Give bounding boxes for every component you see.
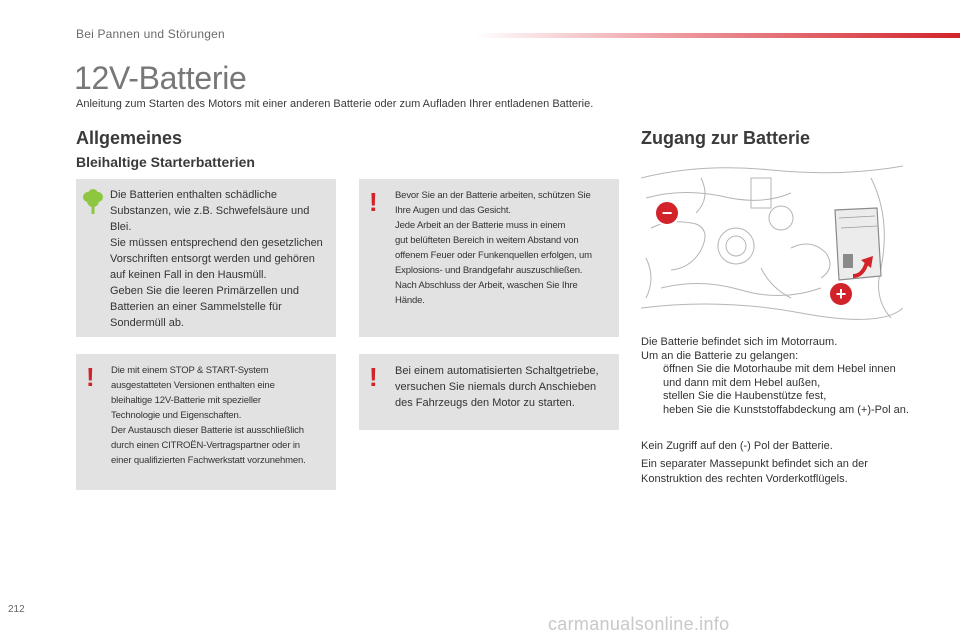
stop-start-line: bleihaltige 12V-Batterie mit spezieller [111,395,261,406]
eco-line: Blei. [110,221,132,233]
eco-line: Die Batterien enthalten schädliche [110,189,277,201]
page-number: 212 [8,604,25,615]
eco-info-box [76,179,336,337]
note-no-minus-access: Kein Zugriff auf den (-) Pol der Batterie. [641,440,833,452]
intro-line: Die Batterie befindet sich im Motorraum. [641,336,838,348]
heading-allgemeines: Allgemeines [76,128,183,148]
engine-bay-diagram [641,158,903,322]
auto-gearbox-line: Bei einem automatisierten Schaltgetriebe, [395,365,599,377]
safety-line: Explosions- und Brandgefahr auszuschließen. [395,265,583,276]
stop-start-line: einer qualifizierten Fachwerkstatt vorzunehmen. [111,455,306,466]
note-ground-line: Ein separater Massepunkt befindet sich an der [641,458,868,470]
stop-start-line: ausgestatteten Versionen enthalten eine [111,380,275,391]
minus-terminal-label: − [661,203,673,223]
heading-zugang: Zugang zur Batterie [641,128,811,148]
exclamation-icon: ! [369,187,378,217]
eco-line: Vorschriften entsorgt werden und gehören [110,253,315,265]
safety-line: Nach Abschluss der Arbeit, waschen Sie Ihre [395,280,578,291]
subheading-starterbatterien: Bleihaltige Starterbatterien [76,154,255,170]
stop-start-warning-box [76,354,336,490]
header-accent-bar [475,33,960,38]
safety-line: Hände. [395,295,425,306]
eco-line: Substanzen, wie z.B. Schwefelsäure und [110,205,310,217]
note-ground-line: Konstruktion des rechten Vorderkotflügels. [641,473,848,485]
recycle-tree-icon [82,189,104,215]
eco-line: Sondermüll ab. [110,317,184,329]
step-item: stellen Sie die Haubenstütze fest, [663,390,827,402]
stop-start-line: durch einen CITROËN-Vertragspartner oder in [111,440,300,451]
safety-line: Jede Arbeit an der Batterie muss in einem [395,220,566,231]
auto-gearbox-line: versuchen Sie niemals durch Anschieben [395,381,597,393]
stop-start-line: Der Austausch dieser Batterie ist ausschließlich [111,425,304,436]
eco-line: Geben Sie die leeren Primärzellen und [110,285,299,297]
exclamation-icon: ! [369,362,378,392]
eco-line: auf keinen Fall in den Hausmüll. [110,269,267,281]
page-title: 12V-Batterie [74,60,247,96]
stop-start-line: Die mit einem STOP & START-System [111,365,269,376]
step-item: heben Sie die Kunststoffabdeckung am (+)-Pol an. [663,403,909,416]
safety-line: Bevor Sie an der Batterie arbeiten, schützen Sie [395,190,591,201]
step-item: öffnen Sie die Motorhaube mit dem Hebel innen und dann mit dem Hebel außen, [663,363,896,389]
eco-line: Sie müssen entsprechend den gesetzlichen [110,237,323,249]
safety-line: offenem Feuer oder Funkenquellen erfolgen, um [395,250,592,261]
section-header: Bei Pannen und Störungen [76,27,225,41]
eco-line: Batterien an einer Sammelstelle für [110,301,282,313]
page-subtitle: Anleitung zum Starten des Motors mit einer anderen Batterie oder zum Aufladen Ihrer entladenen Batterie. [76,98,594,110]
intro-line: Um an die Batterie zu gelangen: [641,349,799,362]
auto-gearbox-line: des Fahrzeugs den Motor zu starten. [395,397,575,409]
auto-gearbox-warning-box [359,354,619,430]
safety-line: gut belüfteten Bereich in weitem Abstand von [395,235,579,246]
exclamation-icon: ! [86,362,95,392]
stop-start-line: Technologie und Eigenschaften. [111,410,242,421]
battery-cover [835,208,881,280]
safety-warning-box [359,179,619,337]
watermark: carmanualsonline.info [548,614,730,634]
plus-terminal-icon [829,282,853,306]
minus-terminal-icon [655,201,679,225]
safety-line: Ihre Augen und das Gesicht. [395,205,511,216]
plus-terminal-label: + [835,284,847,304]
